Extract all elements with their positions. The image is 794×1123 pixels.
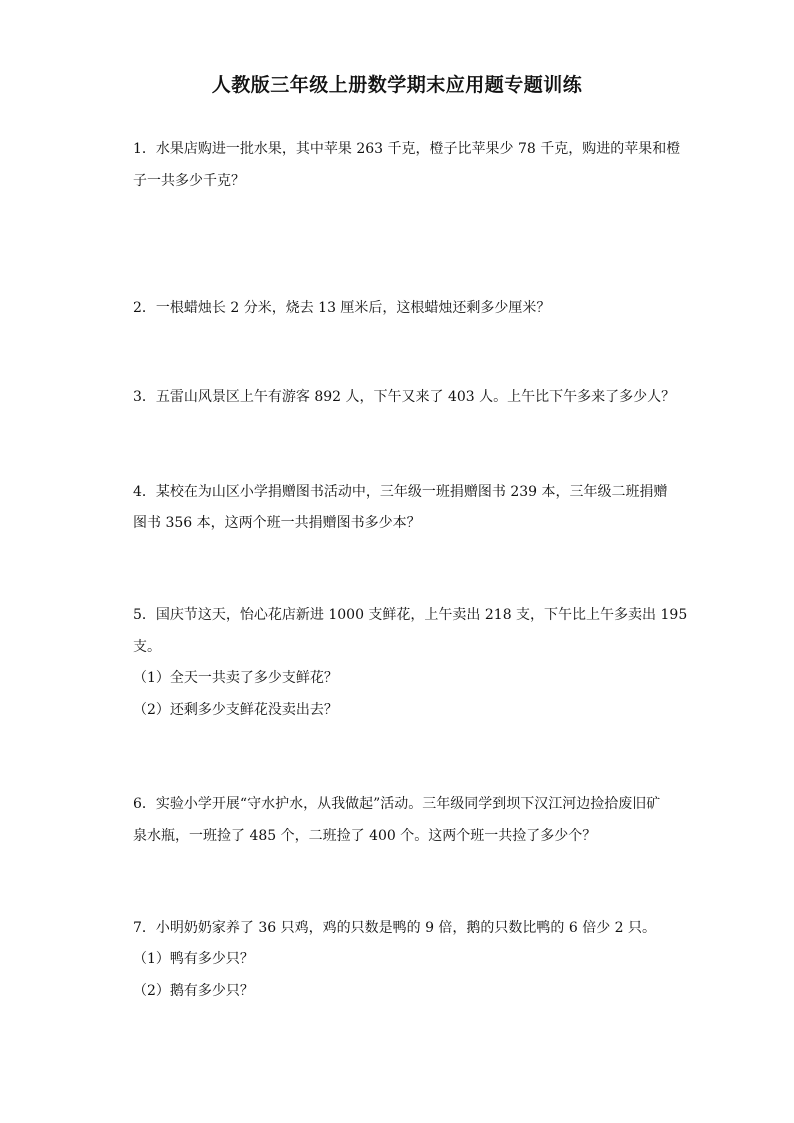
question-6-line-2: 泉水瓶，一班捡了 485 个，二班捡了 400 个。这两个班一共捡了多少个？ — [133, 828, 597, 844]
question-7-sub-1: （1）鸭有多少只？ — [133, 951, 254, 967]
question-7-sub-2: （2）鹅有多少只？ — [133, 983, 254, 999]
question-6-line-1: 6．实验小学开展“守水护水，从我做起”活动。三年级同学到坝下汉江河边捡拾废旧矿 — [133, 796, 661, 812]
question-5-sub-2: （2）还剩多少支鲜花没卖出去？ — [133, 702, 338, 718]
question-4-line-1: 4．某校在为山区小学捐赠图书活动中，三年级一班捐赠图书 239 本，三年级二班捐赠 — [133, 484, 668, 500]
question-5-line-1: 5．国庆节这天，怡心花店新进 1000 支鲜花，上午卖出 218 支，下午比上午多卖出 195 — [133, 607, 688, 623]
question-4-line-2: 图书 356 本，这两个班一共捐赠图书多少本？ — [133, 515, 421, 531]
question-2-line-1: 2．一根蜡烛长 2 分米，烧去 13 厘米后，这根蜡烛还剩多少厘米？ — [133, 300, 551, 316]
question-5-line-2: 支。 — [133, 639, 161, 655]
page-title: 人教版三年级上册数学期末应用题专题训练 — [211, 74, 583, 96]
question-1-line-2: 子一共多少千克？ — [133, 173, 245, 189]
question-1-line-1: 1．水果店购进一批水果，其中苹果 263 千克，橙子比苹果少 78 千克，购进的苹果和橙 — [133, 141, 681, 157]
question-3-line-1: 3．五雷山风景区上午有游客 892 人，下午又来了 403 人。上午比下午多来了多少人？ — [133, 389, 676, 405]
question-7-line-1: 7．小明奶奶家养了 36 只鸡，鸡的只数是鸭的 9 倍，鹅的只数比鸭的 6 倍少 2 只。 — [133, 920, 657, 936]
question-5-sub-1: （1）全天一共卖了多少支鲜花？ — [133, 670, 338, 686]
